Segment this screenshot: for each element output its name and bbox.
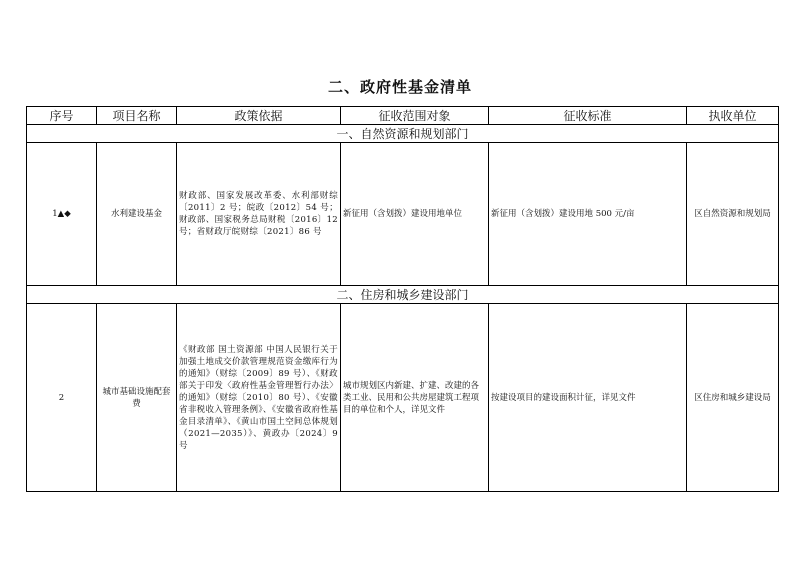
row-number: 1▲◆ [27, 143, 97, 286]
header-number: 序号 [27, 107, 97, 125]
section-row [27, 286, 779, 304]
header-basis: 政策依据 [177, 107, 341, 125]
header-name: 项目名称 [97, 107, 177, 125]
header-standard: 征收标准 [489, 107, 687, 125]
section-label: 一、自然资源和规划部门 [27, 125, 779, 143]
header-scope: 征收范围对象 [341, 107, 489, 125]
row-scope: 城市规划区内新建、扩建、改建的各类工业、民用和公共房屋建筑工程项目的单位和个人，详见文件 [341, 304, 489, 492]
row-standard: 按建设项目的建设面积计征，详见文件 [489, 304, 687, 492]
row-basis: 财政部、国家发展改革委、水利部财综〔2011〕2 号；皖政〔2012〕54 号；财政部、国家税务总局财税〔2016〕12 号；省财政厅皖财综〔2021〕86 号 [177, 143, 341, 286]
section-label: 二、住房和城乡建设部门 [27, 286, 779, 304]
page-title: 二、政府性基金清单 [327, 78, 472, 96]
row-name: 城市基础设施配套费 [97, 304, 177, 492]
table-row [27, 143, 779, 286]
fund-table [26, 106, 779, 492]
header-unit: 执收单位 [687, 107, 779, 125]
row-name: 水利建设基金 [97, 143, 177, 286]
row-unit: 区自然资源和规划局 [687, 143, 779, 286]
row-number: 2 [27, 304, 97, 492]
row-basis: 《财政部 国土资源部 中国人民银行关于加强土地成交价款管理规范资金缴库行为的通知》（财综〔2009〕89 号）、《财政部关于印发〈政府性基金管理暂行办法〉的通知》（财综〔2010〕80 号）、《安徽省非税收入管理条例》、《安徽省政府性基金目录清单》、《黄山市国土空间总体规划（2021—2035）》、黄政办〔2024〕9 号 [177, 304, 341, 492]
header-row [27, 107, 779, 125]
row-scope: 新征用（含划拨）建设用地单位 [341, 143, 489, 286]
row-unit: 区住房和城乡建设局 [687, 304, 779, 492]
row-standard: 新征用（含划拨）建设用地 500 元/亩 [489, 143, 687, 286]
section-row [27, 125, 779, 143]
table-row [27, 304, 779, 492]
